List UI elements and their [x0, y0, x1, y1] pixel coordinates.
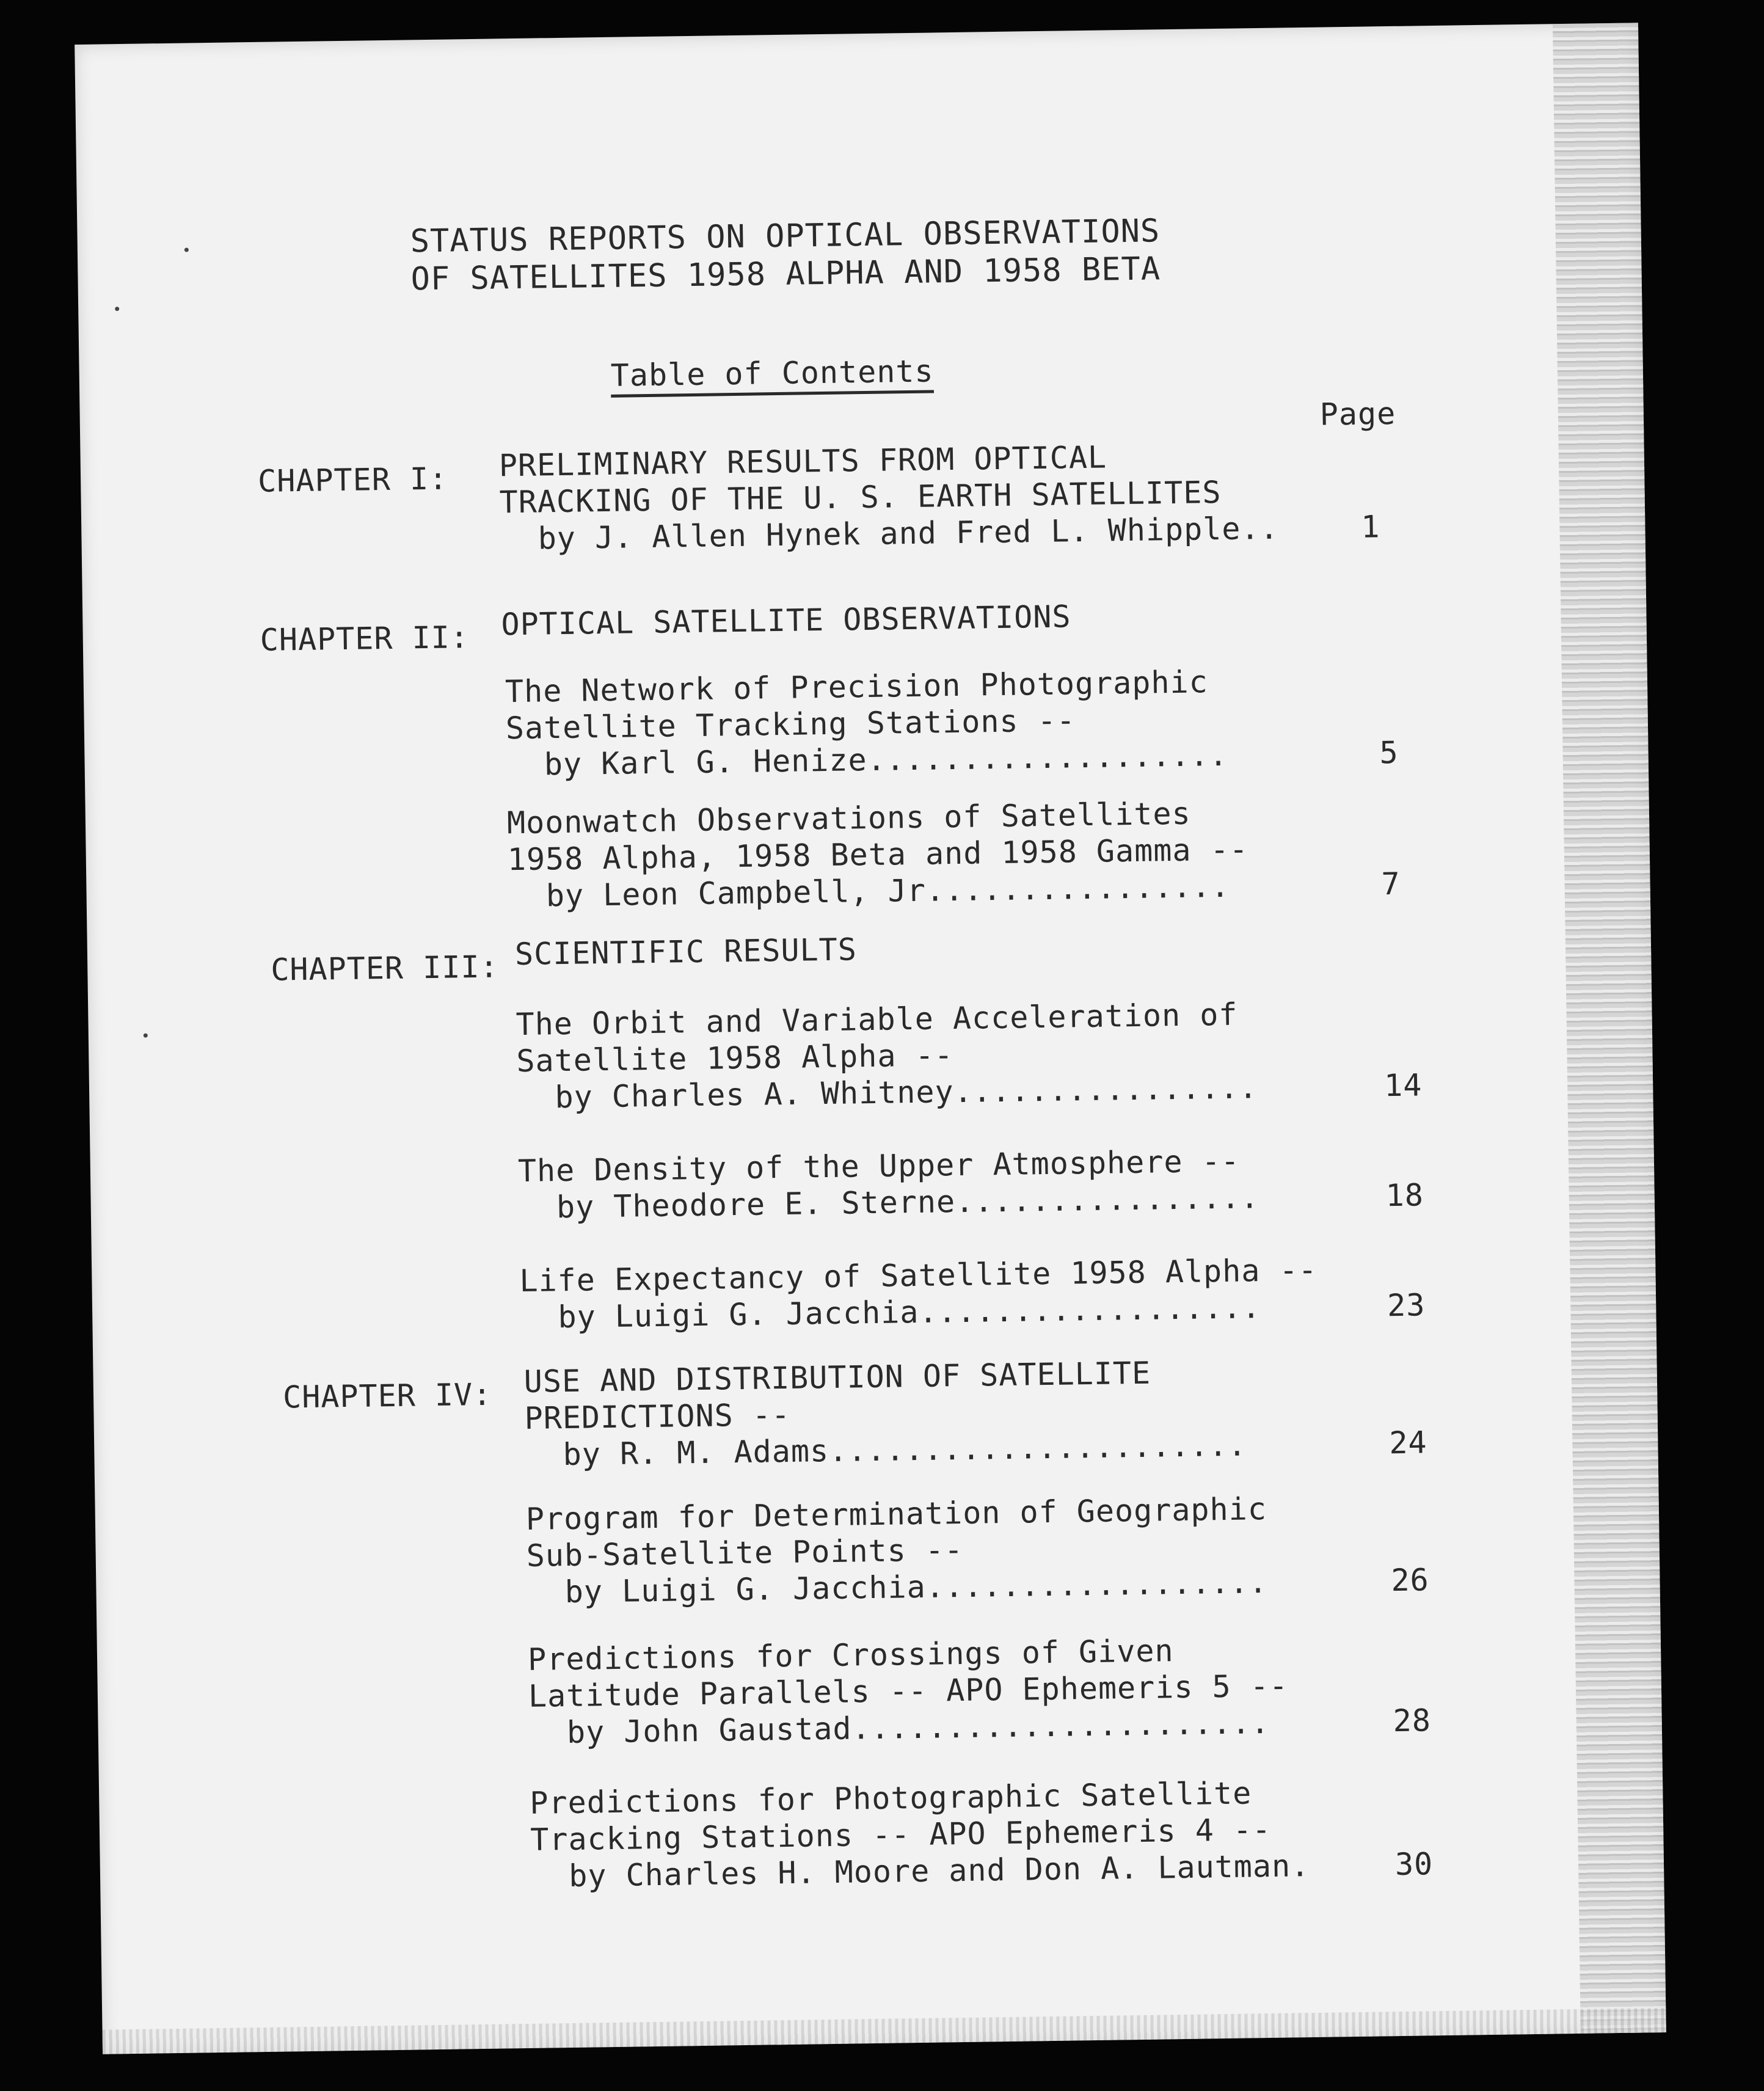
entry-line: Tracking Stations -- APO Ephemeris 4 -- [530, 1811, 1272, 1858]
page-number: 7 [1381, 866, 1401, 902]
chapter-2-label: CHAPTER II: [260, 619, 470, 658]
chapter-4-label: CHAPTER IV: [282, 1376, 492, 1415]
entry-line: by Leon Campbell, Jr................ [508, 868, 1230, 914]
entry-line: Sub-Satellite Points -- [526, 1531, 964, 1574]
chapter-1-label: CHAPTER I: [257, 461, 448, 499]
page-edge-bottom [103, 2008, 1666, 2054]
entry-line: The Orbit and Variable Acceleration of [516, 996, 1238, 1043]
chapter-3-title: SCIENTIFIC RESULTS [514, 932, 858, 973]
chapter-1-entry-line: TRACKING OF THE U. S. EARTH SATELLITES [499, 474, 1222, 520]
chapter-2-title: OPTICAL SATELLITE OBSERVATIONS [501, 599, 1071, 643]
document-page [75, 23, 1666, 2054]
entry-line: Moonwatch Observations of Satellites [506, 795, 1192, 841]
entry-line: The Density of the Upper Atmosphere -- [517, 1143, 1241, 1189]
chapter-4-title: USE AND DISTRIBUTION OF SATELLITE [523, 1355, 1151, 1399]
page-number: 5 [1379, 734, 1399, 771]
entry-line: by John Gaustad...................... [528, 1704, 1270, 1751]
entry-line: 1958 Alpha, 1958 Beta and 1958 Gamma -- [507, 831, 1249, 878]
paper-speck [115, 307, 119, 311]
entry-line: Predictions for Photographic Satellite [530, 1775, 1252, 1821]
chapter-1-entry-line: by J. Allen Hynek and Fred L. Whipple.. [500, 510, 1280, 557]
chapter-3-label: CHAPTER III: [270, 949, 499, 988]
document-title-line-2: OF SATELLITES 1958 ALPHA AND 1958 BETA [410, 250, 1161, 298]
contents-heading: Table of Contents [610, 353, 934, 393]
page-number: 18 [1385, 1177, 1424, 1214]
entry-line: Latitude Parallels -- APO Ephemeris 5 -- [528, 1668, 1289, 1714]
entry-line: The Network of Precision Photographic [505, 664, 1209, 710]
entry-line: by Charles H. Moore and Don A. Lautman. [530, 1848, 1310, 1894]
entry-line: PREDICTIONS -- [524, 1396, 791, 1436]
page-number: 14 [1383, 1067, 1423, 1104]
entry-line: Predictions for Crossings of Given [527, 1633, 1174, 1677]
page-number: 23 [1387, 1287, 1426, 1324]
paper-speck [184, 247, 189, 252]
chapter-1-title: PRELIMINARY RESULTS FROM OPTICAL [498, 439, 1107, 484]
page-edge-right [1553, 23, 1666, 2034]
page-number: 26 [1391, 1562, 1430, 1599]
page-number: 24 [1388, 1425, 1427, 1461]
entry-line: by Luigi G. Jacchia.................. [527, 1564, 1268, 1610]
entry-line: Program for Determination of Geographic [525, 1491, 1267, 1537]
page-number: 30 [1394, 1846, 1434, 1883]
entry-line: by Theodore E. Sterne................ [518, 1180, 1260, 1226]
page-column-header: Page [1319, 395, 1396, 432]
entry-line: Satellite 1958 Alpha -- [516, 1037, 954, 1079]
entry-line: by Karl G. Henize................... [506, 737, 1228, 783]
page-number: 1 [1360, 509, 1380, 545]
document-title-line-1: STATUS REPORTS ON OPTICAL OBSERVATIONS [410, 213, 1161, 260]
page-number: 28 [1393, 1702, 1432, 1739]
entry-line: Life Expectancy of Satellite 1958 Alpha -- [519, 1252, 1318, 1299]
entry-line: Satellite Tracking Stations -- [505, 702, 1076, 746]
entry-line: by R. M. Adams...................... [525, 1427, 1247, 1473]
entry-line: by Luigi G. Jacchia.................. [519, 1290, 1261, 1336]
entry-line: by Charles A. Whitney................ [516, 1070, 1258, 1116]
paper-speck [144, 1034, 148, 1038]
